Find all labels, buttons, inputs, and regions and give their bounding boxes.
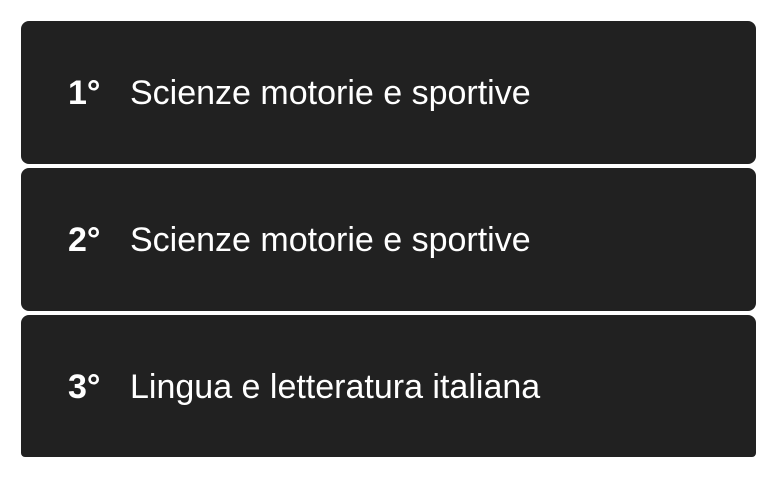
ranking-item-1[interactable] [21,21,756,164]
rank-label: 3° [68,367,101,406]
subject-name: Scienze motorie e sportive [130,221,531,259]
subject-ranking-list [21,21,756,457]
ranking-item-3[interactable] [21,315,756,457]
ranking-item-2[interactable] [21,168,756,311]
subject-name: Scienze motorie e sportive [130,74,531,112]
subject-name: Lingua e letteratura italiana [130,367,541,406]
rank-label: 1° [68,74,101,112]
rank-label: 2° [68,221,101,259]
